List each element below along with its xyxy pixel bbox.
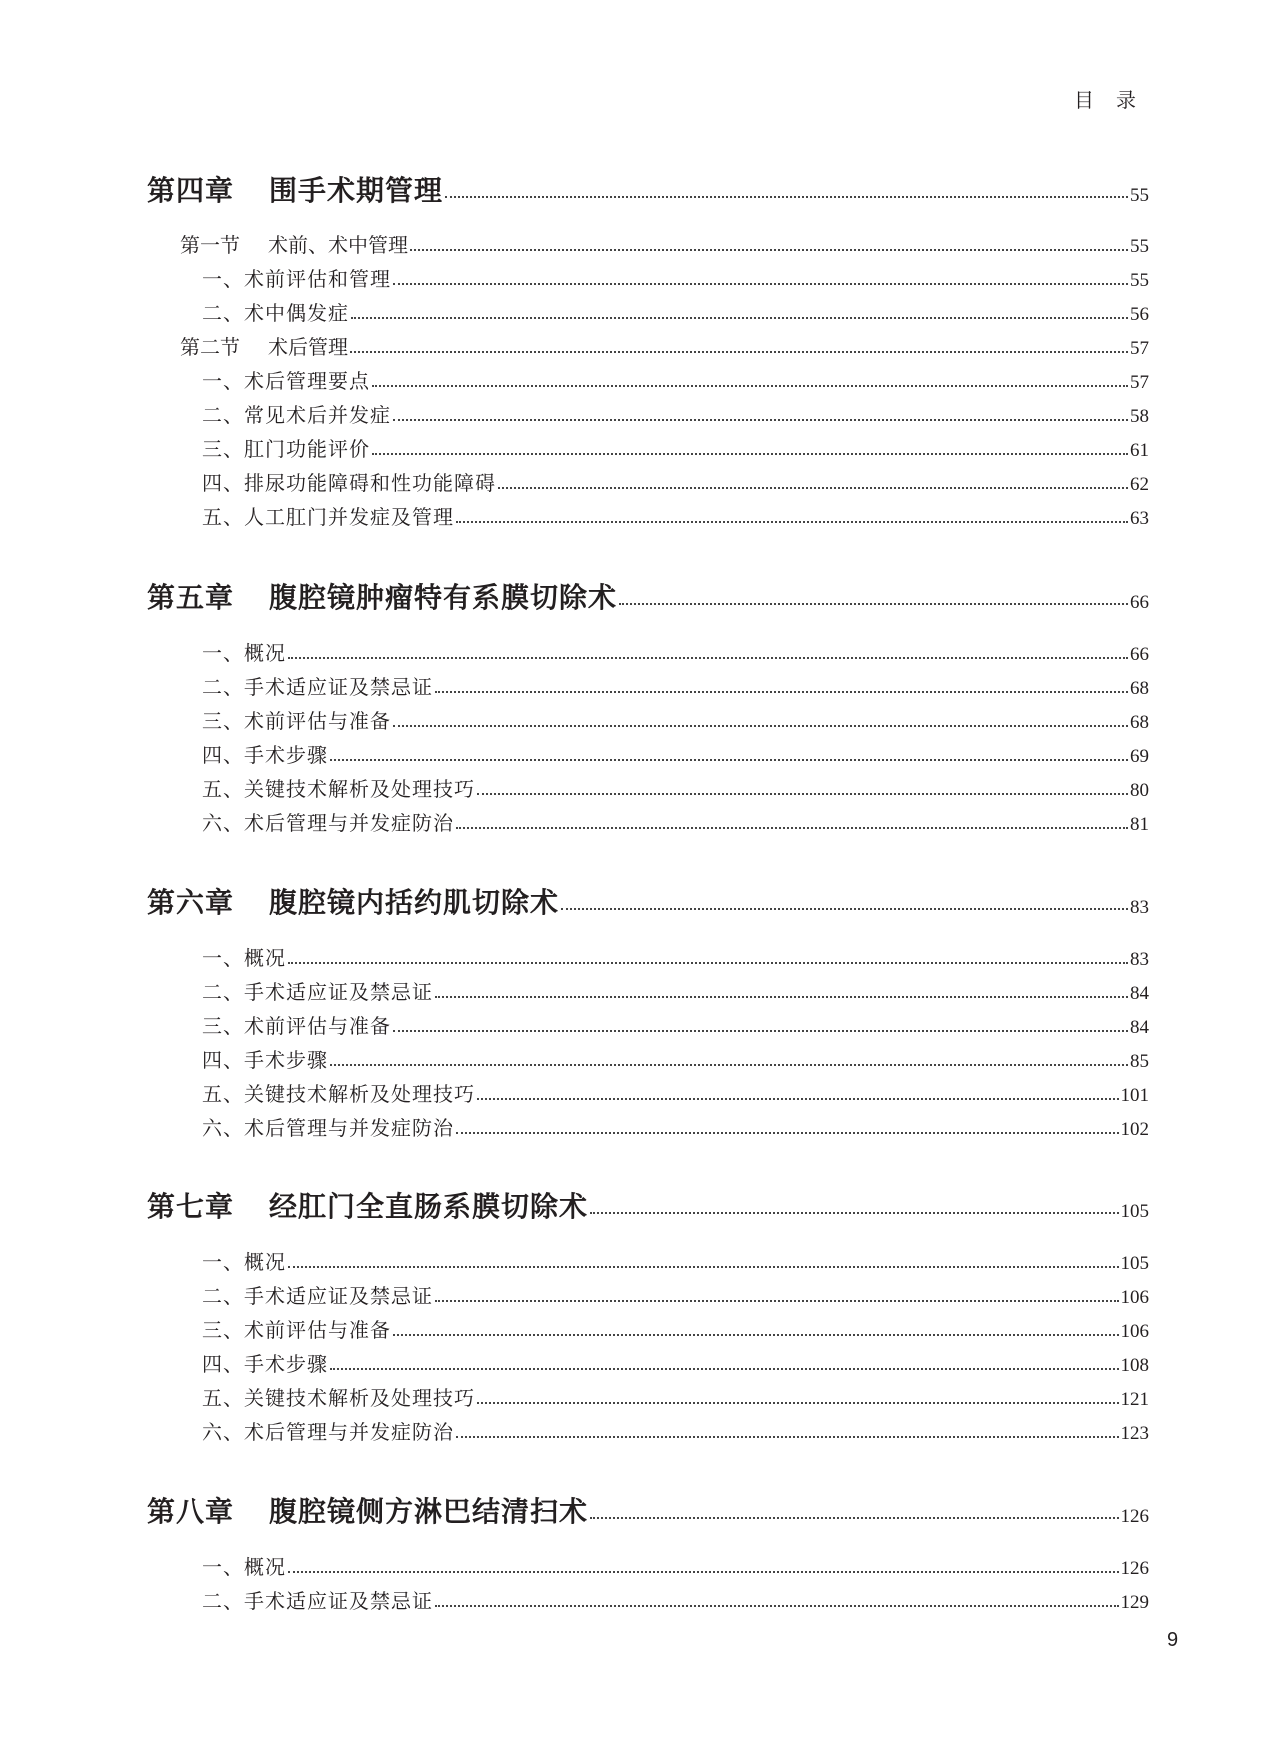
page-ref: 61 <box>1130 440 1149 461</box>
dot-leader <box>477 1098 1119 1100</box>
page-ref: 85 <box>1130 1051 1149 1072</box>
dot-leader <box>590 1517 1118 1519</box>
page-ref: 102 <box>1120 1119 1149 1140</box>
item-title: 三、术前评估与准备 <box>202 1318 391 1342</box>
toc-chapter-7[interactable] <box>0 1190 1280 1223</box>
toc-chapter-6[interactable] <box>0 886 1280 919</box>
page-ref: 56 <box>1130 304 1149 325</box>
page-ref: 126 <box>1120 1558 1149 1579</box>
chapter-title: 围手术期管理 <box>269 174 444 207</box>
page-ref: 123 <box>1120 1423 1149 1444</box>
dot-leader <box>288 962 1128 964</box>
item-title: 一、概况 <box>202 1555 286 1579</box>
dot-leader <box>330 759 1128 761</box>
item-title: 二、手术适应证及禁忌证 <box>202 675 433 699</box>
toc-item[interactable] <box>0 1111 1280 1141</box>
toc-item[interactable] <box>0 704 1280 734</box>
toc-item[interactable] <box>0 941 1280 971</box>
page-ref: 83 <box>1130 949 1149 970</box>
chapter-title: 腹腔镜内括约肌切除术 <box>269 886 560 919</box>
page-ref: 58 <box>1130 406 1149 427</box>
toc-item[interactable] <box>0 1043 1280 1073</box>
item-title: 四、手术步骤 <box>202 743 328 767</box>
chapter-title: 腹腔镜侧方淋巴结清扫术 <box>269 1495 589 1528</box>
page-ref: 57 <box>1130 338 1149 359</box>
item-title: 五、关键技术解析及处理技巧 <box>202 1082 475 1106</box>
item-title: 四、手术步骤 <box>202 1352 328 1376</box>
dot-leader <box>498 487 1128 489</box>
chapter-number: 第四章 <box>147 174 235 207</box>
toc-item[interactable] <box>0 432 1280 462</box>
chapter-heading <box>147 175 443 207</box>
dot-leader <box>561 908 1128 910</box>
dot-leader <box>288 657 1128 659</box>
toc-item[interactable] <box>0 1584 1280 1614</box>
page-ref: 108 <box>1120 1355 1149 1376</box>
chapter-heading <box>147 1191 588 1223</box>
page-ref: 84 <box>1130 983 1149 1004</box>
toc-item[interactable] <box>0 1347 1280 1377</box>
item-title: 一、概况 <box>202 641 286 665</box>
dot-leader <box>477 1402 1119 1404</box>
page-ref: 105 <box>1120 1253 1149 1274</box>
dot-leader <box>288 1266 1119 1268</box>
page-ref: 106 <box>1120 1287 1149 1308</box>
page-ref: 55 <box>1130 236 1149 257</box>
item-title: 二、手术适应证及禁忌证 <box>202 1284 433 1308</box>
toc-chapter-8[interactable] <box>0 1495 1280 1528</box>
toc-item[interactable] <box>0 738 1280 768</box>
page-ref: 63 <box>1130 508 1149 529</box>
toc-chapter-5[interactable] <box>0 581 1280 614</box>
section-title: 术后管理 <box>268 335 348 359</box>
item-title: 五、关键技术解析及处理技巧 <box>202 777 475 801</box>
item-title: 五、关键技术解析及处理技巧 <box>202 1386 475 1410</box>
item-title: 三、术前评估与准备 <box>202 1014 391 1038</box>
chapter-number: 第八章 <box>147 1495 235 1528</box>
page-ref: 106 <box>1120 1321 1149 1342</box>
page-ref: 69 <box>1130 746 1149 767</box>
dot-leader <box>393 283 1128 285</box>
item-title: 一、概况 <box>202 946 286 970</box>
page-ref: 121 <box>1120 1389 1149 1410</box>
item-title: 二、手术适应证及禁忌证 <box>202 1589 433 1613</box>
page-ref: 57 <box>1130 372 1149 393</box>
toc-item[interactable] <box>0 1077 1280 1107</box>
dot-leader <box>393 725 1128 727</box>
page-ref: 83 <box>1130 897 1149 918</box>
toc-item[interactable] <box>0 1009 1280 1039</box>
chapter-number: 第六章 <box>147 886 235 919</box>
toc-item[interactable] <box>0 670 1280 700</box>
toc-item[interactable] <box>0 806 1280 836</box>
toc-section[interactable] <box>0 330 1280 360</box>
page-ref: 55 <box>1130 185 1149 206</box>
item-title: 三、肛门功能评价 <box>202 437 370 461</box>
dot-leader <box>330 1368 1119 1370</box>
item-title: 二、术中偶发症 <box>202 301 349 325</box>
dot-leader <box>456 1132 1119 1134</box>
dot-leader <box>435 1605 1119 1607</box>
page-ref: 68 <box>1130 678 1149 699</box>
page-ref: 129 <box>1120 1592 1149 1613</box>
item-title: 四、排尿功能障碍和性功能障碍 <box>202 471 496 495</box>
toc-item[interactable] <box>0 500 1280 530</box>
section-number: 第二节 <box>180 335 240 359</box>
toc-item[interactable] <box>0 772 1280 802</box>
dot-leader <box>288 1571 1119 1573</box>
page-ref: 126 <box>1120 1506 1149 1527</box>
section-title: 术前、术中管理 <box>268 233 408 257</box>
dot-leader <box>393 419 1128 421</box>
toc-item[interactable] <box>0 296 1280 326</box>
dot-leader <box>477 793 1128 795</box>
toc-item[interactable] <box>0 1313 1280 1343</box>
page-number: 9 <box>1167 1629 1179 1651</box>
dot-leader <box>372 453 1128 455</box>
page-ref: 66 <box>1130 644 1149 665</box>
page-ref: 66 <box>1130 592 1149 613</box>
item-title: 五、人工肛门并发症及管理 <box>202 505 454 529</box>
toc-item[interactable] <box>0 975 1280 1005</box>
toc-item[interactable] <box>0 364 1280 394</box>
item-title: 六、术后管理与并发症防治 <box>202 1116 454 1140</box>
page-ref: 84 <box>1130 1017 1149 1038</box>
dot-leader <box>445 196 1128 198</box>
dot-leader <box>435 691 1128 693</box>
dot-leader <box>350 351 1128 353</box>
chapter-heading <box>147 1496 588 1528</box>
dot-leader <box>393 1030 1128 1032</box>
toc-item[interactable] <box>0 262 1280 292</box>
chapter-number: 第五章 <box>147 581 235 614</box>
page-ref: 105 <box>1120 1201 1149 1222</box>
page-ref: 68 <box>1130 712 1149 733</box>
item-title: 二、手术适应证及禁忌证 <box>202 980 433 1004</box>
running-head: 目录 <box>1074 88 1158 112</box>
toc-section[interactable] <box>0 228 1280 258</box>
toc-item[interactable] <box>0 1415 1280 1445</box>
dot-leader <box>619 603 1128 605</box>
dot-leader <box>372 385 1128 387</box>
chapter-heading <box>147 887 559 919</box>
dot-leader <box>435 996 1128 998</box>
item-title: 六、术后管理与并发症防治 <box>202 1420 454 1444</box>
toc-item[interactable] <box>0 466 1280 496</box>
section-heading <box>180 334 348 360</box>
dot-leader <box>590 1212 1118 1214</box>
chapter-title: 经肛门全直肠系膜切除术 <box>269 1190 589 1223</box>
toc-chapter-4[interactable] <box>0 174 1280 207</box>
chapter-number: 第七章 <box>147 1190 235 1223</box>
item-title: 一、概况 <box>202 1250 286 1274</box>
toc-item[interactable] <box>0 1245 1280 1275</box>
page-ref: 62 <box>1130 474 1149 495</box>
dot-leader <box>435 1300 1119 1302</box>
toc-item[interactable] <box>0 1381 1280 1411</box>
item-title: 四、手术步骤 <box>202 1048 328 1072</box>
dot-leader <box>456 521 1128 523</box>
page-ref: 55 <box>1130 270 1149 291</box>
dot-leader <box>456 827 1128 829</box>
page-ref: 101 <box>1120 1085 1149 1106</box>
page-ref: 81 <box>1130 814 1149 835</box>
page-ref: 80 <box>1130 780 1149 801</box>
dot-leader <box>330 1064 1128 1066</box>
dot-leader <box>351 317 1128 319</box>
dot-leader <box>393 1334 1119 1336</box>
section-heading <box>180 232 408 258</box>
item-title: 六、术后管理与并发症防治 <box>202 811 454 835</box>
chapter-title: 腹腔镜肿瘤特有系膜切除术 <box>269 581 618 614</box>
toc-item[interactable] <box>0 1550 1280 1580</box>
chapter-heading <box>147 582 617 614</box>
item-title: 一、术后管理要点 <box>202 369 370 393</box>
toc-item[interactable] <box>0 636 1280 666</box>
section-number: 第一节 <box>180 233 240 257</box>
dot-leader <box>456 1436 1119 1438</box>
item-title: 三、术前评估与准备 <box>202 709 391 733</box>
item-title: 一、术前评估和管理 <box>202 267 391 291</box>
item-title: 二、常见术后并发症 <box>202 403 391 427</box>
toc-item[interactable] <box>0 1279 1280 1309</box>
dot-leader <box>410 249 1128 251</box>
toc-item[interactable] <box>0 398 1280 428</box>
